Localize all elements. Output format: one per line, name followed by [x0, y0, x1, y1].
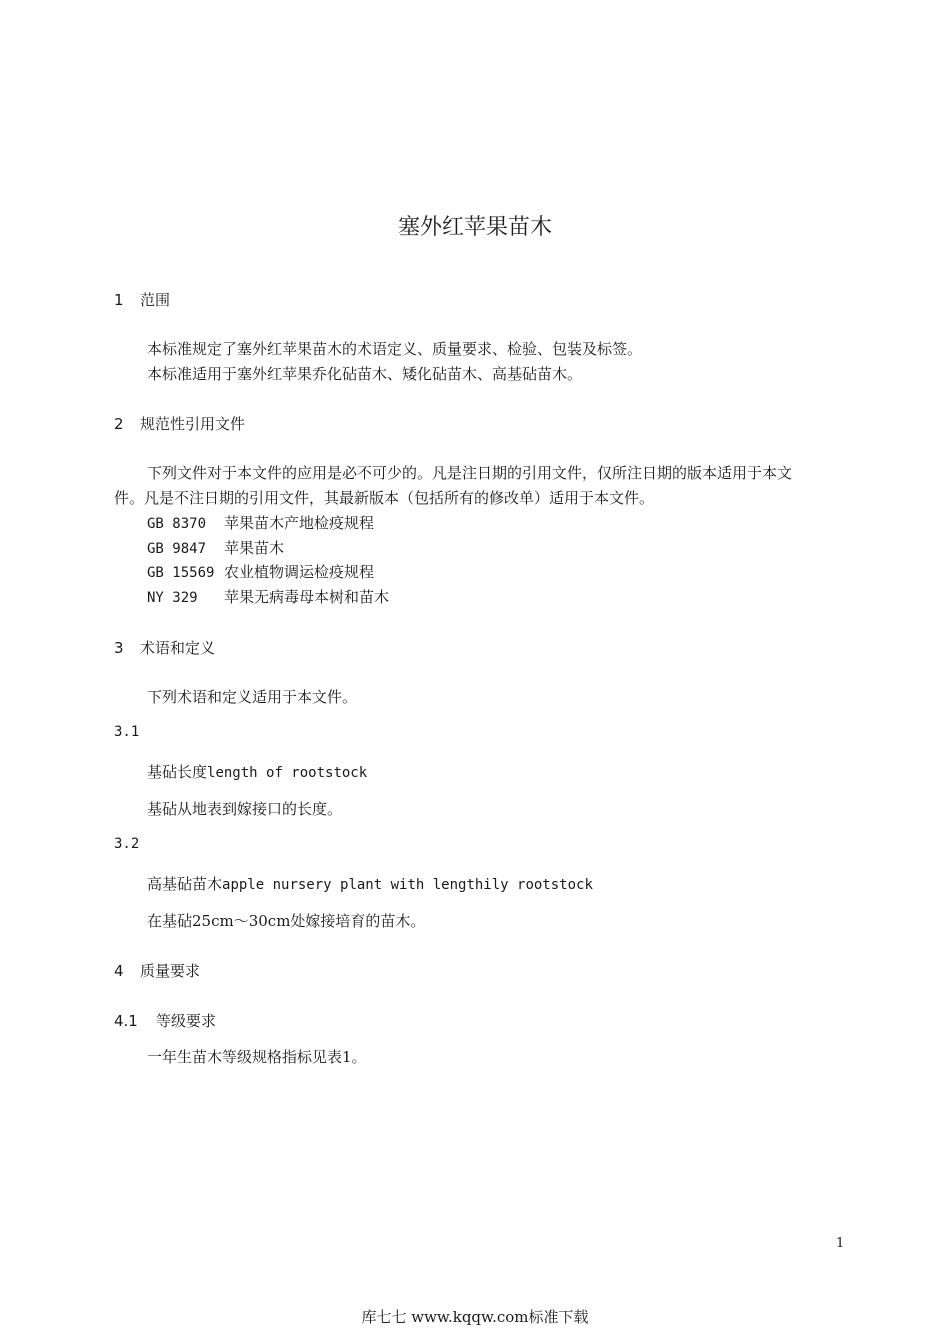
subsection-title: 等级要求: [156, 1012, 217, 1030]
reference-item: [147, 586, 389, 607]
paragraph-line: 下列文件对于本文件的应用是必不可少的。凡是注日期的引用文件，仅所注日期的版本适用于本文: [147, 464, 793, 482]
subsection-heading: [114, 1010, 216, 1031]
section-title: 规范性引用文件: [140, 415, 246, 433]
term-chinese: 基砧长度: [147, 763, 208, 781]
term-english: apple nursery plant with lengthily rootstock: [222, 877, 593, 893]
reference-code: GB 15569: [147, 565, 215, 581]
section-number: 4: [114, 962, 124, 980]
reference-item: [147, 512, 374, 533]
term-chinese: 高基砧苗木: [147, 875, 223, 893]
paragraph: 本标准规定了塞外红苹果苗木的术语定义、质量要求、检验、包装及标签。: [147, 340, 643, 358]
footer-watermark: 库七七 www.kqqw.com标准下载: [361, 1308, 589, 1326]
section-title: 术语和定义: [140, 639, 216, 657]
term-heading: [147, 761, 367, 782]
reference-name: 农业植物调运检疫规程: [224, 563, 375, 581]
section-number: 3: [114, 639, 124, 657]
term-number: 3.2: [114, 836, 140, 852]
section-number: 2: [114, 415, 124, 433]
term-definition: 在基砧25cm～30cm处嫁接培育的苗木。: [147, 912, 426, 930]
section-number: 1: [114, 291, 124, 309]
paragraph: 一年生苗木等级规格指标见表1。: [147, 1048, 367, 1066]
reference-item: [147, 537, 284, 558]
reference-item: [147, 561, 374, 582]
section-title: 质量要求: [140, 962, 201, 980]
reference-name: 苹果苗木产地检疫规程: [224, 514, 375, 532]
reference-code: NY 329: [147, 590, 198, 606]
term-heading: [147, 873, 593, 894]
reference-name: 苹果无病毒母本树和苗木: [224, 588, 390, 606]
section-2-heading: [114, 413, 245, 434]
section-3-heading: [114, 637, 215, 658]
reference-code: GB 8370: [147, 516, 207, 532]
section-4-heading: [114, 960, 200, 981]
section-title: 范围: [140, 291, 171, 309]
paragraph: 下列术语和定义适用于本文件。: [147, 688, 358, 706]
paragraph-line: 件。凡是不注日期的引用文件，其最新版本（包括所有的修改单）适用于本文件。: [114, 489, 655, 507]
reference-name: 苹果苗木: [224, 539, 285, 557]
section-1-heading: [114, 289, 170, 310]
document-title: 塞外红苹果苗木: [397, 215, 552, 240]
page-number: 1: [836, 1236, 845, 1251]
term-number: 3.1: [114, 724, 140, 740]
reference-code: GB 9847: [147, 541, 207, 557]
term-english: length of rootstock: [207, 765, 368, 781]
subsection-number: 4.1: [114, 1012, 138, 1030]
paragraph: 本标准适用于塞外红苹果乔化砧苗木、矮化砧苗木、高基砧苗木。: [147, 365, 583, 383]
term-definition: 基砧从地表到嫁接口的长度。: [147, 800, 343, 818]
